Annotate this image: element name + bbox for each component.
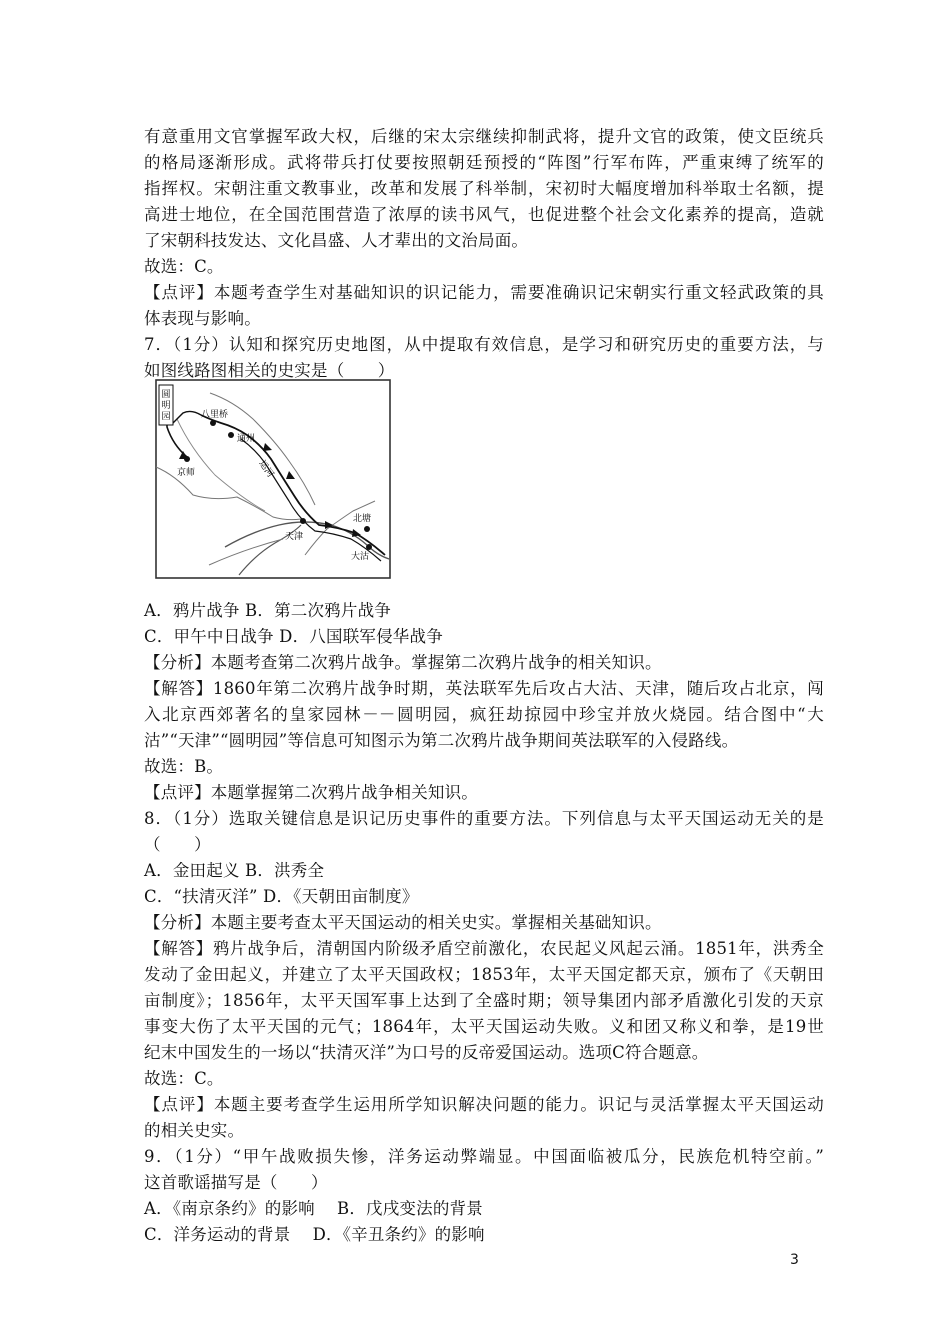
question-7-option: C．甲午中日战争 D．八国联军侵华战争 [144,627,443,646]
answer-text: 纪末中国发生的一场以“扶清灭洋”为口号的反帝爱国运动。选项C符合题意。 [144,1043,709,1062]
question-9-option: C．洋务运动的背景 D．《辛丑条约》的影响 [144,1225,485,1244]
answer-text: 入北京西郊著名的皇家园林－－圆明园，疯狂劫掠园中珍宝并放火烧园。结合图中“大 [144,705,824,724]
answer-text: 发动了金田起义，并建立了太平天国政权；1853年，太平天国定都天京，颁布了《天朝田 [144,965,824,984]
answer-text: 【解答】鸦片战争后，清朝国内阶级矛盾空前激化，农民起义风起云涌。1851年，洪秀全 [144,939,824,958]
text-line: 了宋朝科技发达、文化昌盛、人才辈出的文治局面。 [144,231,529,250]
comment-text: 的相关史实。 [144,1121,245,1140]
question-9-option: A．《南京条约》的影响 B．戊戌变法的背景 [144,1199,483,1218]
map-label-tianjin: 天津 [285,532,304,542]
analysis-text: 【分析】本题考查第二次鸦片战争。掌握第二次鸦片战争的相关知识。 [144,653,662,672]
question-9-stem: 9．（1分）“甲午战败损失惨，洋务运动弊端显。中国面临被瓜分，民族危机特空前。” [144,1147,824,1166]
map-label-yuanmingyuan: 圆明园 [161,390,171,422]
map-label-baliqiao: 八里桥 [201,410,229,420]
map-label-dagu: 大沽 [351,552,370,562]
map-label-beitang: 北塘 [353,514,372,524]
comment-text: 【点评】本题主要考查学生运用所学知识解决问题的能力。识记与灵活掌握太平天国运动 [144,1095,824,1114]
question-8-option: A．金田起义 B．洪秀全 [144,861,325,880]
answer-text: 亩制度》；1856年，太平天国军事上达到了全盛时期；领导集团内部矛盾激化引发的天京 [144,991,824,1010]
text-line: 高进士地位，在全国范围营造了浓厚的读书风气，也促进整个社会文化素养的提高，造就 [144,205,824,224]
question-8-option: C．“扶清灭洋” D．《天朝田亩制度》 [144,887,419,906]
answer-text: 沽”“天津”“圆明园”等信息可知图示为第二次鸦片战争期间英法联军的入侵路线。 [144,731,739,750]
comment-text: 体表现与影响。 [144,309,261,328]
question-8-stem: 8．（1分）选取关键信息是识记历史事件的重要方法。下列信息与太平天国运动无关的是 [144,809,824,828]
text-line: 指挥权。宋朝注重文教事业，改革和发展了科举制，宋初时大幅度增加科举取士名额，提 [144,179,824,198]
answer-text: 【解答】1860年第二次鸦片战争时期，英法联军先后攻占大沽、天津，随后攻占北京，闯 [144,679,824,698]
map-label-jingshi: 京师 [177,468,196,478]
answer-choice: 故选：C。 [144,257,224,276]
comment-text: 【点评】本题掌握第二次鸦片战争相关知识。 [144,783,478,802]
answer-choice: 故选：C。 [144,1069,224,1088]
question-7-stem: 如图线路图相关的史实是（ ） [144,361,395,380]
text-line: 有意重用文官掌握军政大权，后继的宋太宗继续抑制武将，提升文官的政策，使文臣统兵 [144,127,824,146]
text-line: 的格局逐渐形成。武将带兵打仗要按照朝廷预授的“阵图”行军布阵，严重束缚了统军的 [144,153,824,172]
comment-text: 【点评】本题考查学生对基础知识的识记能力，需要准确识记宋朝实行重文轻武政策的具 [144,283,824,302]
historical-route-map [155,379,391,579]
answer-choice: 故选：B。 [144,757,224,776]
analysis-text: 【分析】本题主要考查太平天国运动的相关史实。掌握相关基础知识。 [144,913,662,932]
question-7-option: A．鸦片战争 B．第二次鸦片战争 [144,601,391,620]
question-9-stem: 这首歌谣描写是（ ） [144,1173,328,1192]
map-label-river: 运河 [256,458,276,480]
page-number: 3 [790,1252,799,1268]
question-8-stem: （ ） [144,835,211,854]
question-7-stem: 7．（1分）认知和探究历史地图，从中提取有效信息，是学习和研究历史的重要方法，与 [144,335,824,354]
answer-text: 事变大伤了太平天国的元气；1864年，太平天国运动失败。义和团又称义和拳，是19世 [144,1017,824,1036]
map-label-tongzhou: 通州 [237,434,256,444]
